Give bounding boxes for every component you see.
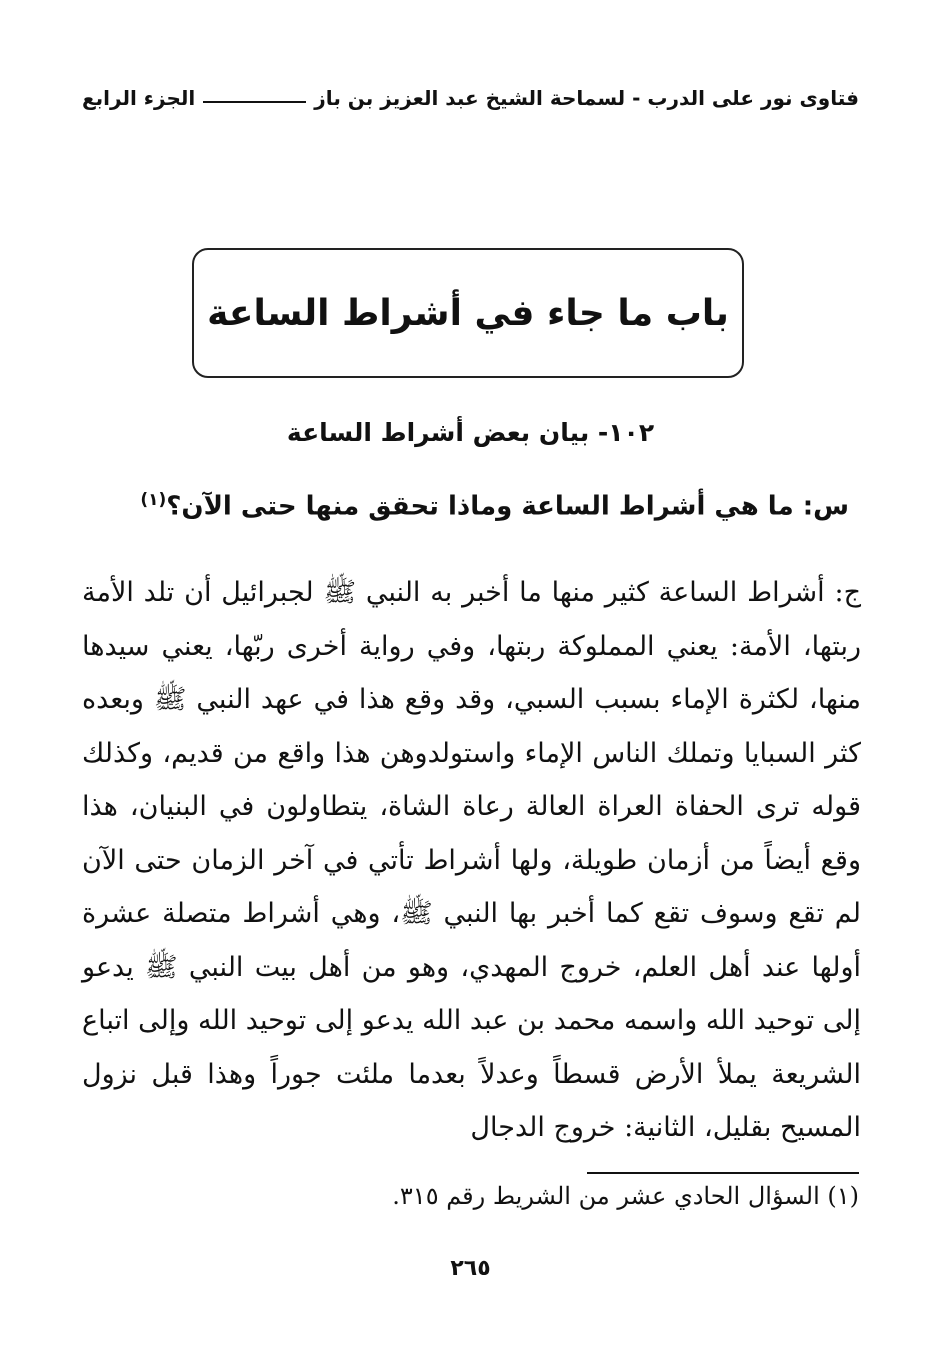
footnote: (١) السؤال الحادي عشر من الشريط رقم ٣١٥.: [392, 1182, 859, 1210]
running-header: [82, 76, 859, 120]
footnote-rule: [587, 1172, 859, 1174]
book-title: فتاوى نور على الدرب - لسماحة الشيخ عبد العزيز بن باز: [314, 86, 859, 110]
chapter-title-box: [192, 248, 744, 378]
page-number: ٢٦٥: [450, 1256, 491, 1281]
answer-text: ج: أشراط الساعة كثير منها ما أخبر به النبي ﷺ لجبرائيل أن تلد الأمة ربتها، الأمة: يعني المملوكة ربتها، وفي رواية أخرى ربّها، يعني سيدها منها، لكثرة الإماء بسبب السبي، وقد وقع هذا في عهد النبي ﷺ وبعده كثر السبايا وتملك الناس الإماء واستولدوهن هذا واقع من قديم، وكذلك قوله ترى الحفاة العراة العالة رعاة الشاة، يتطاولون في البنيان، هذا وقع أيضاً من أزمان طويلة، ولها أشراط تأتي في آخر الزمان حتى الآن لم تقع وسوف تقع كما أخبر بها النبي ﷺ، وهي أشراط متصلة عشرة أولها عند أهل العلم، خروج المهدي، وهو من أهل بيت النبي ﷺ يدعو إلى توحيد الله واسمه محمد بن عبد الله يدعو إلى توحيد الله وإلى اتباع الشريعة يملأ الأرض قسطاً وعدلاً بعدما ملئت جوراً وهذا قبل نزول المسيح بقليل، الثانية: خروج الدجال: [82, 577, 861, 1143]
header-rule: [203, 101, 306, 103]
section-heading: ١٠٢- بيان بعض أشراط الساعة: [286, 418, 655, 447]
volume-label: الجزء الرابع: [82, 86, 196, 110]
footnote-marker: (١): [140, 490, 167, 510]
chapter-title: باب ما جاء في أشراط الساعة: [207, 292, 729, 334]
question-text: س: ما هي أشراط الساعة وماذا تحقق منها حتى الآن؟: [166, 491, 849, 522]
question: [82, 490, 849, 522]
